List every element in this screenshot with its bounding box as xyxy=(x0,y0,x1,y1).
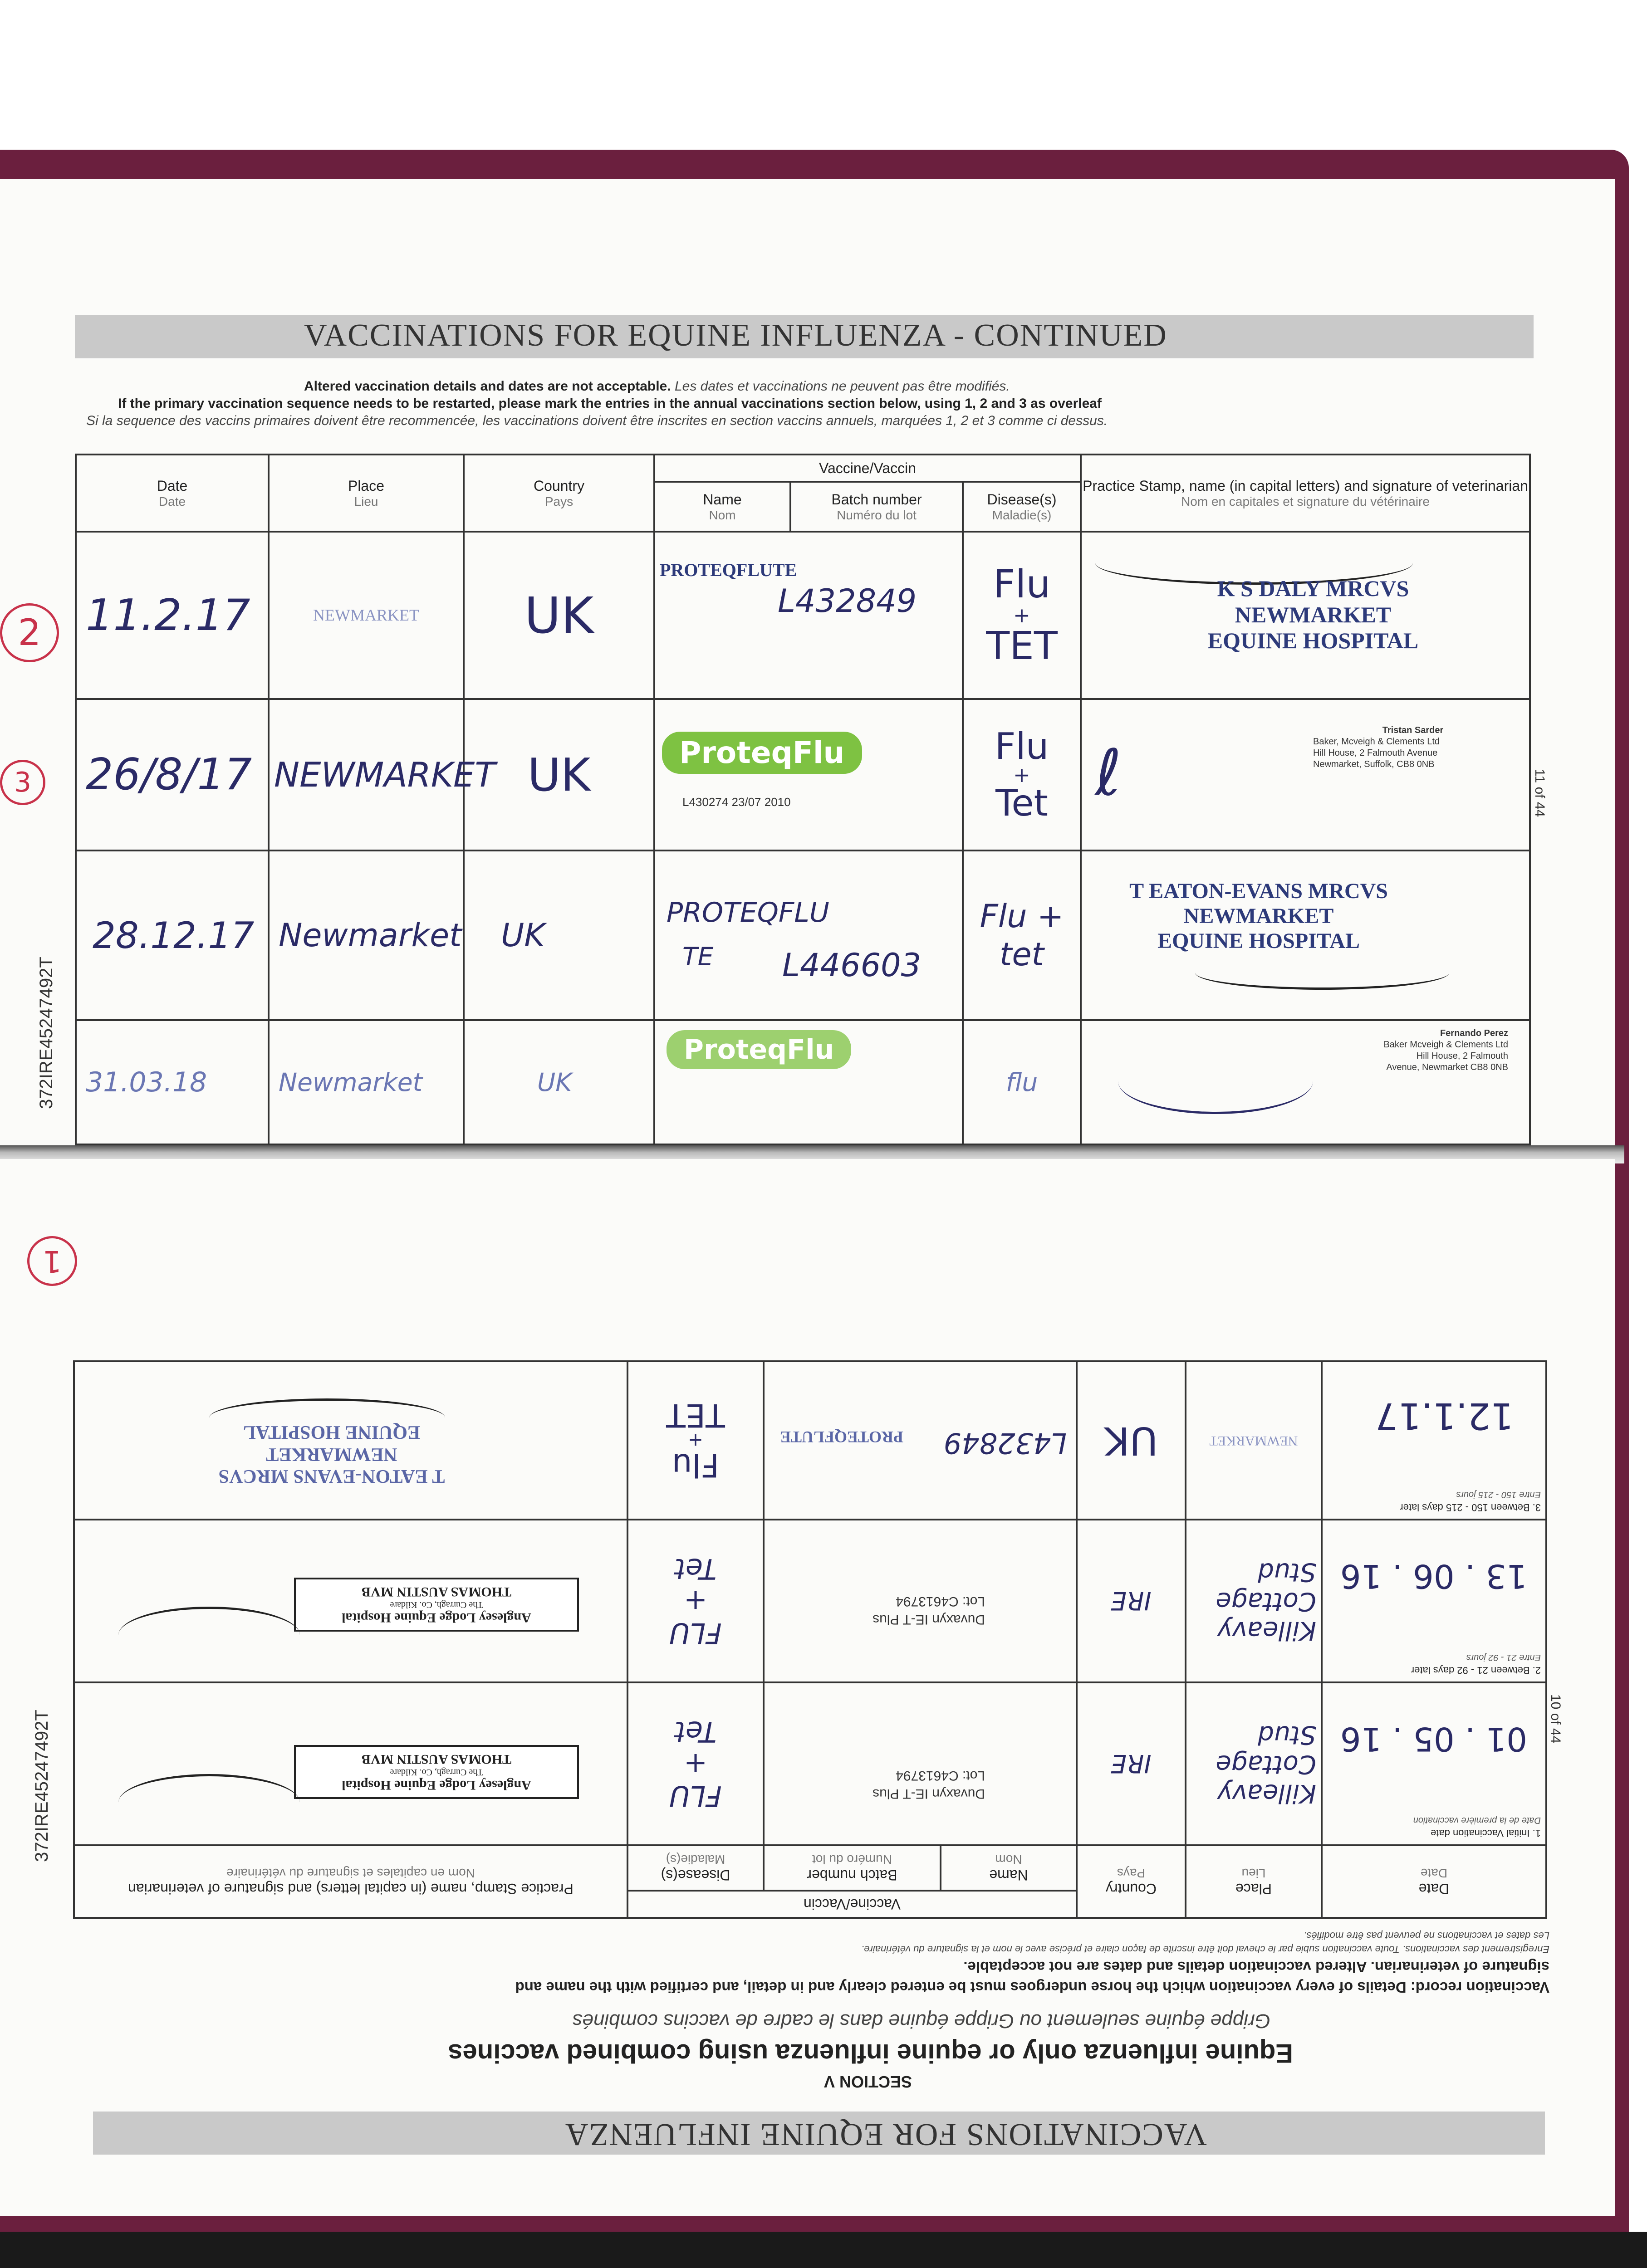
stamp-cell xyxy=(74,1361,627,1520)
header-vaccine: Vaccine/Vaccin xyxy=(654,455,1081,482)
vet-stamp: Fernando Perez Baker Mcveigh & Clements Ltd Hill House, 2 Falmouth Avenue, Newmarket CB8 0NB xyxy=(1383,1028,1509,1072)
place-cell: NEWMARKET xyxy=(269,699,464,850)
date-cell: 1. Initial Vaccination date Date de la première vaccination 01 . 05 . 16 xyxy=(1322,1682,1546,1845)
table-row xyxy=(76,1020,1530,1144)
vaccine-name-batch-cell: Duvaxyn IE-T Plus Lot: C4613794 xyxy=(764,1682,1077,1845)
country-cell: UK xyxy=(464,850,654,1020)
vaccination-table-upper xyxy=(75,454,1531,1145)
vet-stamp: K S DALY MRCVS NEWMARKET EQUINE HOSPITAL xyxy=(1207,576,1419,653)
country-cell: UK xyxy=(464,532,654,699)
place-cell: Newmarket xyxy=(269,1020,464,1144)
stamp-cell xyxy=(74,1520,627,1682)
table-row xyxy=(74,1682,1546,1845)
header-vaccine: Vaccine/Vaccin xyxy=(627,1891,1077,1918)
stamp-cell xyxy=(1081,850,1530,1020)
record-line-1: Vaccination record: Details of every vaccination which the horse undergoes must be entered clearly and in detail, and certified with the name and xyxy=(515,1979,1549,1996)
section-heading: Equine influenza only or equine influenza using combined vaccines xyxy=(448,2038,1293,2068)
table-row xyxy=(74,1361,1546,1520)
header-name: Name Nom xyxy=(941,1845,1077,1891)
page-number: 10 of 44 xyxy=(1548,1694,1563,1744)
table-row xyxy=(76,850,1530,1020)
date-cell: 28.12.17 xyxy=(76,850,269,1020)
country-cell: UK xyxy=(464,699,654,850)
page-number: 11 of 44 xyxy=(1532,769,1547,817)
vet-signature xyxy=(1195,956,1449,990)
sequence-marker-3: 3 xyxy=(0,760,45,805)
vet-signature xyxy=(118,1607,300,1663)
country-cell: UK xyxy=(1077,1361,1186,1520)
country-cell: UK xyxy=(464,1020,654,1144)
page-11 xyxy=(0,179,1615,1150)
vaccine-sticker: ProteqFlu xyxy=(662,732,862,774)
section-heading-fr: Grippe équine seulement ou Grippe équine dans le cadre de vaccins combinés xyxy=(572,2010,1270,2032)
notice-line-3: Si la sequence des vaccins primaires doivent être recommencée, les vaccinations doivent être inscrites en section vaccins annuels, marquées 1, 2 et 3 comme ci dessus. xyxy=(86,413,1108,428)
vaccine-sticker: ProteqFlu xyxy=(667,1030,851,1069)
vaccine-name-batch-cell: PROTEQFLU TE L446603 xyxy=(654,850,963,1020)
vaccine-name-batch-cell xyxy=(654,1020,963,1144)
header-date: Date Date xyxy=(1322,1845,1546,1918)
page-10 xyxy=(0,1159,1615,2216)
vaccine-name-batch-cell: ProteqFlu L430274 23/07 2010 xyxy=(654,699,963,850)
disease-cell: flu xyxy=(963,1020,1081,1144)
disease-cell: Flu + Tet xyxy=(963,699,1081,850)
disease-cell: Flu + TET xyxy=(963,532,1081,699)
vet-signature xyxy=(118,1774,300,1831)
page-title: VACCINATIONS FOR EQUINE INFLUENZA - CONTINUED xyxy=(304,318,1167,353)
disease-cell: Flu + tet xyxy=(963,850,1081,1020)
vaccine-name-batch-cell: L432849 PROTEQFLUTE xyxy=(764,1361,1077,1520)
table-row xyxy=(76,532,1530,699)
vet-stamp: Anglesey Lodge Equine Hospital The Curragh, Co. Kildare THOMAS AUSTIN MVB xyxy=(294,1745,579,1799)
vet-stamp: T EATON-EVANS MRCVS NEWMARKET EQUINE HOSPITAL xyxy=(1129,879,1388,953)
header-stamp: Practice Stamp, name (in capital letters) and signature of veterinarian Nom en capitales et signature du vétérinaire xyxy=(74,1845,627,1918)
page-title: VACCINATIONS FOR EQUINE INFLUENZA xyxy=(564,2117,1207,2152)
country-cell: IRE xyxy=(1077,1682,1186,1845)
place-cell: NEWMARKET xyxy=(1186,1361,1322,1520)
header-disease: Disease(s) Maladie(s) xyxy=(627,1845,764,1891)
stamp-cell xyxy=(1081,532,1530,699)
place-cell: Killeavy Cottage Stud xyxy=(1186,1520,1322,1682)
place-cell: Newmarket xyxy=(269,850,464,1020)
passport-id: 372IRE45247492T xyxy=(36,957,56,1109)
header-stamp: Practice Stamp, name (in capital letters) and signature of veterinarian Nom en capitales et signature du vétérinaire xyxy=(1081,455,1530,532)
stamp-cell xyxy=(1081,699,1530,850)
vet-stamp: T EATON-EVANS MRCVS NEWMARKET EQUINE HOSPITAL xyxy=(218,1422,445,1486)
date-cell: 3. Between 150 - 215 days later Entre 150 - 215 jours 12.1.17 xyxy=(1322,1361,1546,1520)
country-cell: IRE xyxy=(1077,1520,1186,1682)
header-date: Date Date xyxy=(76,455,269,532)
header-disease: Disease(s) Maladie(s) xyxy=(963,482,1081,532)
disease-cell: Flu + TET xyxy=(627,1361,764,1520)
disease-cell: FLU + Tet xyxy=(627,1520,764,1682)
page-10-rotated xyxy=(0,1159,1615,2216)
record-fr-1: Enregistrement des vaccinations. Toute vaccination subie par le cheval doit être inscrite de façon claire et précise avec le nom et la signature du vétérinaire. xyxy=(861,1944,1549,1955)
place-cell: Killeavy Cottage Stud xyxy=(1186,1682,1322,1845)
vet-stamp: Anglesey Lodge Equine Hospital The Curragh, Co. Kildare THOMAS AUSTIN MVB xyxy=(294,1578,579,1632)
vet-signature xyxy=(209,1398,445,1437)
stamp-cell xyxy=(1081,1020,1530,1144)
vet-signature xyxy=(1118,1048,1313,1114)
vaccine-name-batch-cell: PROTEQFLUTE L432849 xyxy=(654,532,963,699)
header-batch: Batch number Numéro du lot xyxy=(790,482,963,532)
header-country: Country Pays xyxy=(464,455,654,532)
place-cell: NEWMARKET xyxy=(269,532,464,699)
disease-cell: FLU + Tet xyxy=(627,1682,764,1845)
passport-id: 372IRE45247492T xyxy=(32,1710,52,1862)
header-place: Place Lieu xyxy=(1186,1845,1322,1918)
date-cell: 2. Between 21 - 92 days later Entre 21 - 92 jours 13 . 06 . 16 xyxy=(1322,1520,1546,1682)
vet-stamp: Tristan Sarder Baker, Mcveigh & Clements Ltd Hill House, 2 Falmouth Avenue Newmarket, Suffolk, CB8 0NB xyxy=(1313,725,1444,769)
vaccine-name-batch-cell: Duvaxyn IE-T Plus Lot: C4613794 xyxy=(764,1520,1077,1682)
record-fr-2: Les dates et vaccinations ne peuvent pas être modifiés. xyxy=(1304,1930,1549,1941)
record-line-2: signature of veterinarian. Altered vaccination details and dates are not acceptable. xyxy=(963,1959,1549,1975)
header-country: Country Pays xyxy=(1077,1845,1186,1918)
sequence-marker-2: 2 xyxy=(0,603,59,662)
section-label: SECTION V xyxy=(824,2072,912,2091)
sequence-marker-1: 1 xyxy=(27,1236,77,1286)
header-name: Name Nom xyxy=(654,482,790,532)
notice-line-1: Altered vaccination details and dates are not acceptable. Les dates et vaccinations ne peuvent pas être modifiés. xyxy=(304,379,1010,394)
vet-signature: ℓ xyxy=(1095,736,1122,810)
vaccination-table-lower xyxy=(73,1360,1547,1919)
date-cell: 11.2.17 xyxy=(76,532,269,699)
date-cell: 26/8/17 xyxy=(76,699,269,850)
header-place: Place Lieu xyxy=(269,455,464,532)
stamp-cell xyxy=(74,1682,627,1845)
header-batch: Batch number Numéro du lot xyxy=(764,1845,941,1891)
table-row xyxy=(76,699,1530,850)
notice-line-2: If the primary vaccination sequence needs to be restarted, please mark the entries in the annual vaccinations section below, using 1, 2 and 3 as overleaf xyxy=(118,396,1102,411)
date-cell: 31.03.18 xyxy=(76,1020,269,1144)
scanner-edge xyxy=(0,2232,1647,2268)
table-row xyxy=(74,1520,1546,1682)
